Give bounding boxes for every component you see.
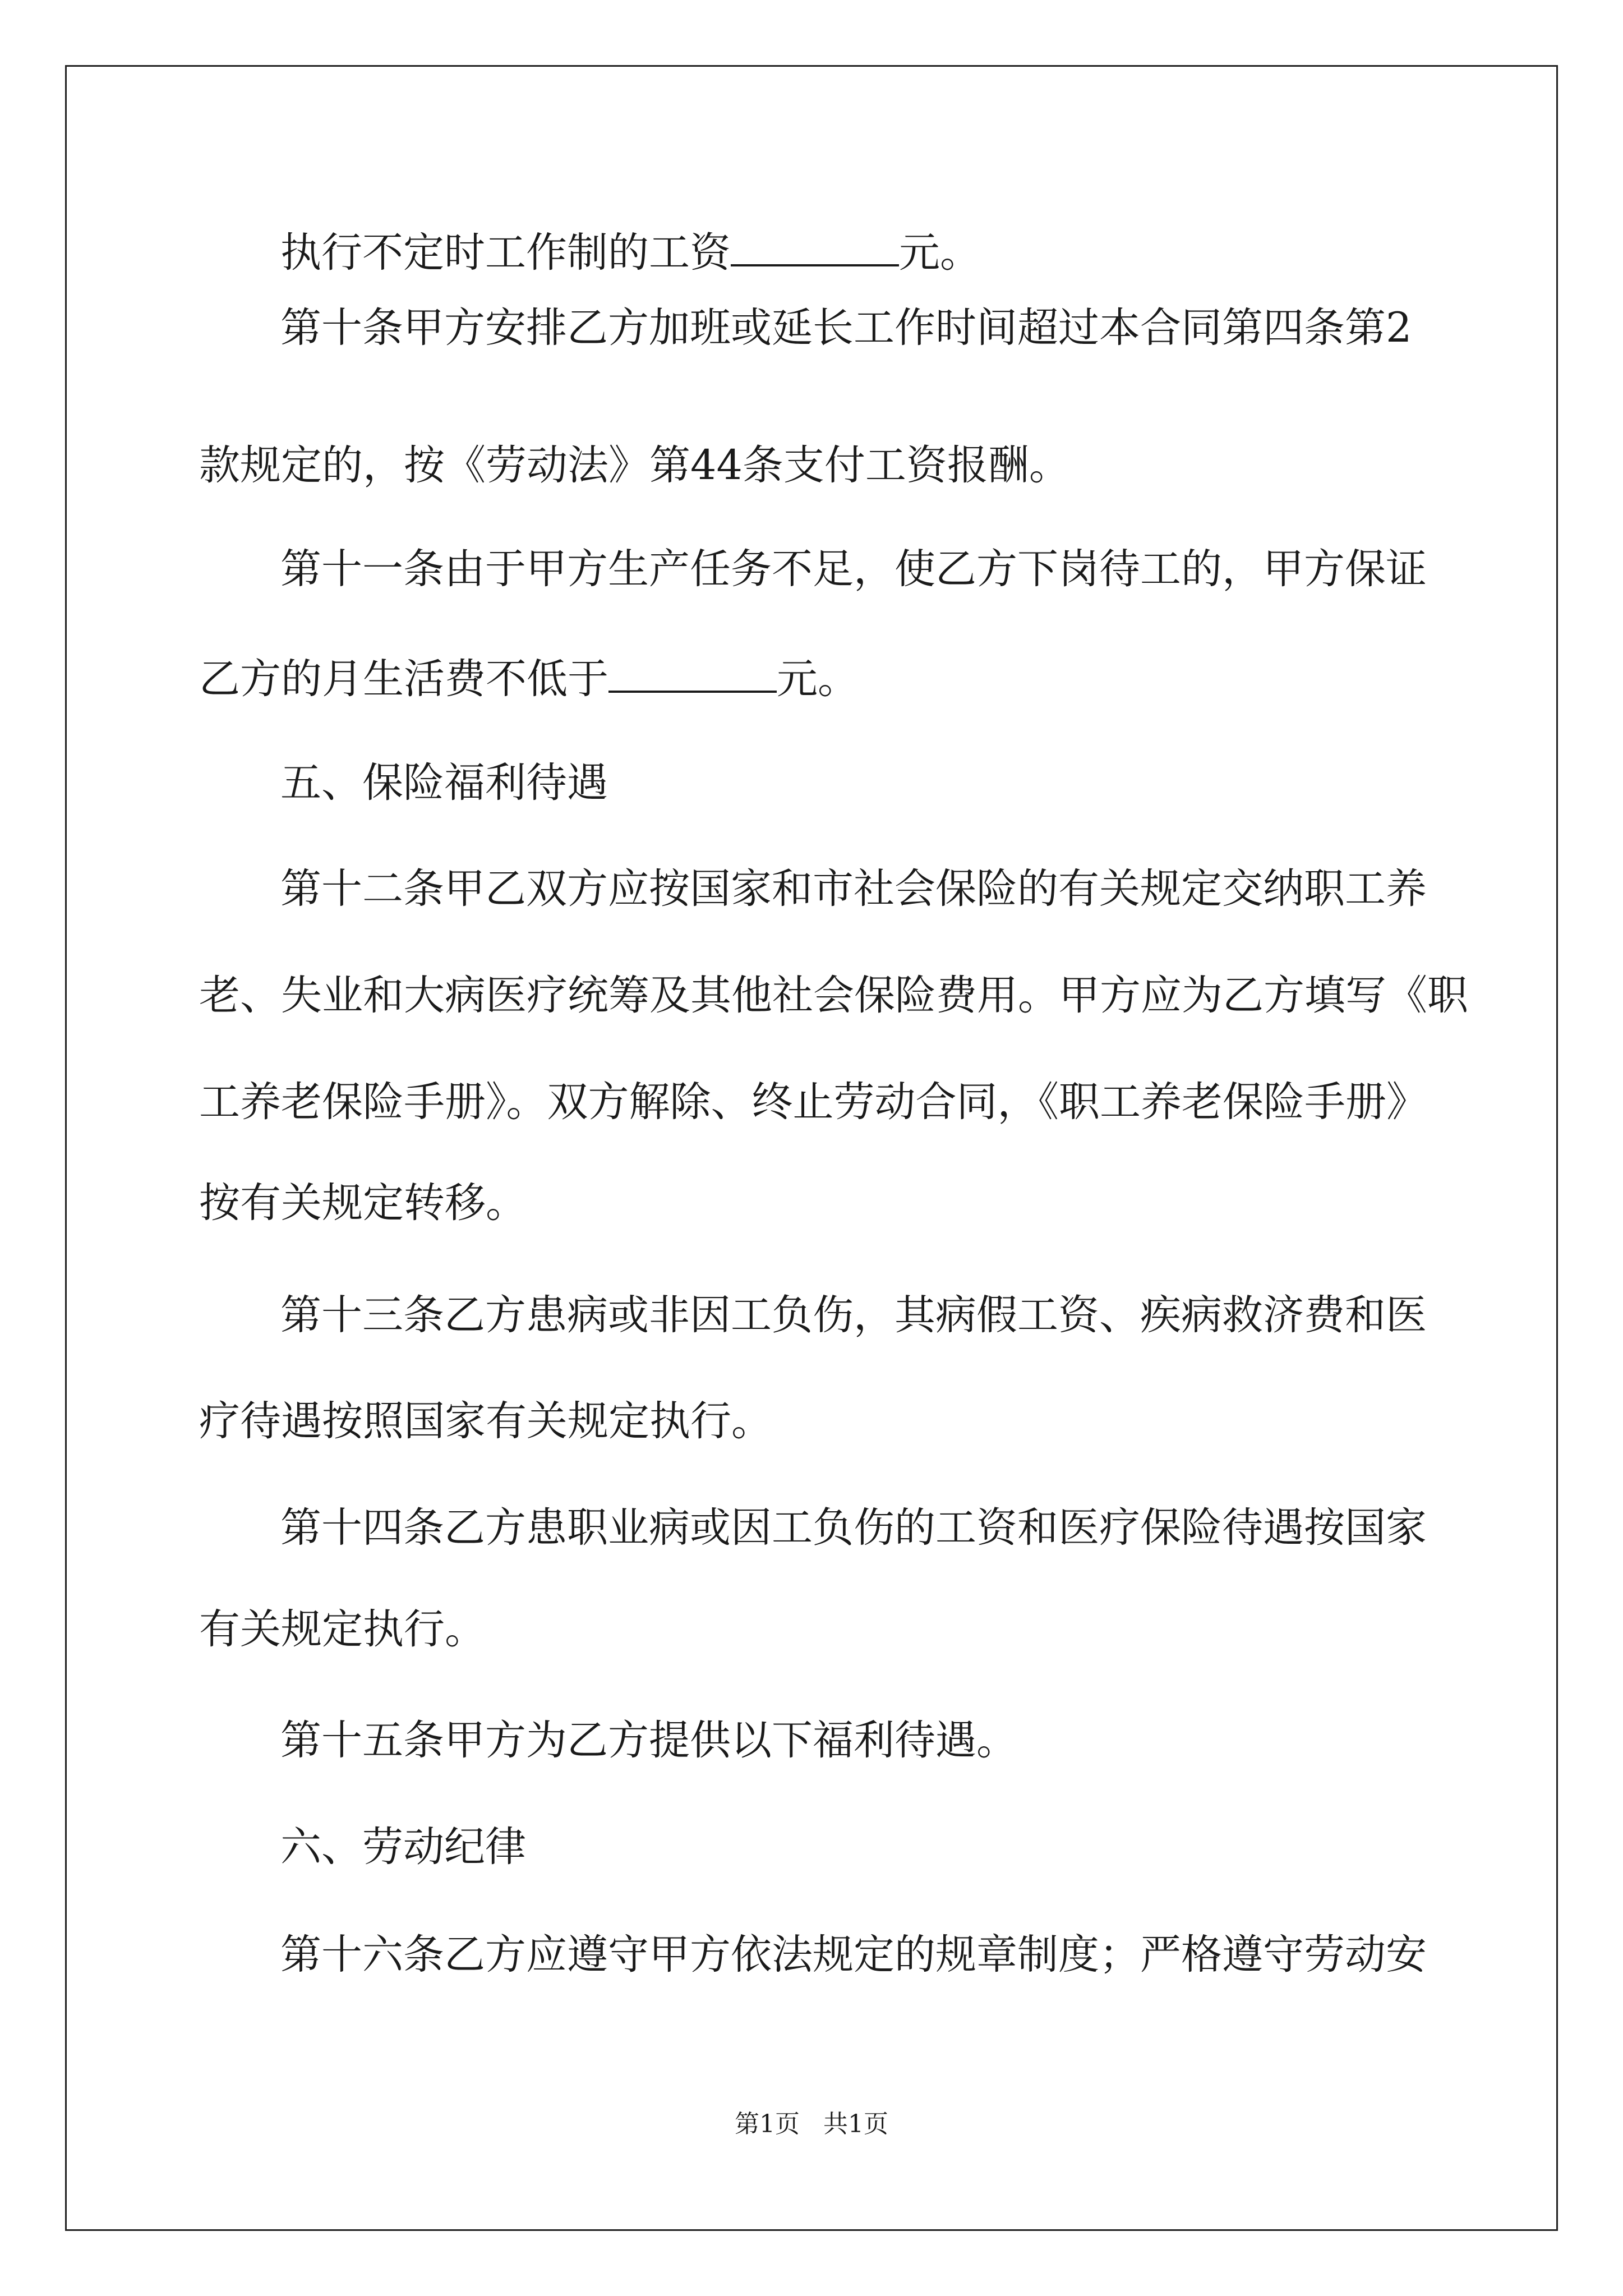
section-heading: 六、劳动纪律 (280, 1823, 526, 1871)
line-text: 元。 (899, 229, 981, 277)
text-line: 第十三条乙方患病或非因工负伤，其病假工资、疾病救济费和医 (280, 1291, 1427, 1339)
text-line (199, 654, 859, 705)
line-text: 乙方的月生活费不低于 (199, 655, 608, 703)
text-line: 第十一条由于甲方生产任务不足，使乙方下岗待工的，甲方保证 (280, 545, 1427, 593)
text-line: 第十六条乙方应遵守甲方依法规定的规章制度；严格遵守劳动安 (280, 1931, 1427, 1978)
text-line: 款规定的，按《劳动法》第44条支付工资报酬。 (199, 441, 1070, 489)
text-line: 工养老保险手册》。双方解除、终止劳动合同，《职工养老保险手册》 (199, 1078, 1427, 1126)
text-line: 第十四条乙方患职业病或因工负伤的工资和医疗保险待遇按国家 (280, 1504, 1427, 1552)
text-line: 疗待遇按照国家有关规定执行。 (199, 1397, 772, 1445)
section-heading: 五、保险福利待遇 (280, 759, 608, 807)
page-border (65, 65, 1558, 2231)
line-text: 元。 (777, 655, 859, 703)
page-number-footer: 第1页 共1页 (735, 2110, 888, 2138)
text-line (280, 227, 981, 278)
text-line: 老、失业和大病医疗统筹及其他社会保险费用。甲方应为乙方填写《职 (199, 972, 1468, 1019)
text-line: 有关规定执行。 (199, 1605, 486, 1653)
text-line: 第十五条甲方为乙方提供以下福利待遇。 (280, 1717, 1017, 1764)
text-line: 第十条甲方安排乙方加班或延长工作时间超过本合同第四条第2 (280, 304, 1412, 352)
text-line: 第十二条甲乙双方应按国家和市社会保险的有关规定交纳职工养 (280, 865, 1427, 913)
blank-underline (731, 227, 899, 266)
line-text: 执行不定时工作制的工资 (280, 229, 731, 277)
text-line: 按有关规定转移。 (199, 1179, 527, 1227)
blank-underline (608, 654, 777, 693)
